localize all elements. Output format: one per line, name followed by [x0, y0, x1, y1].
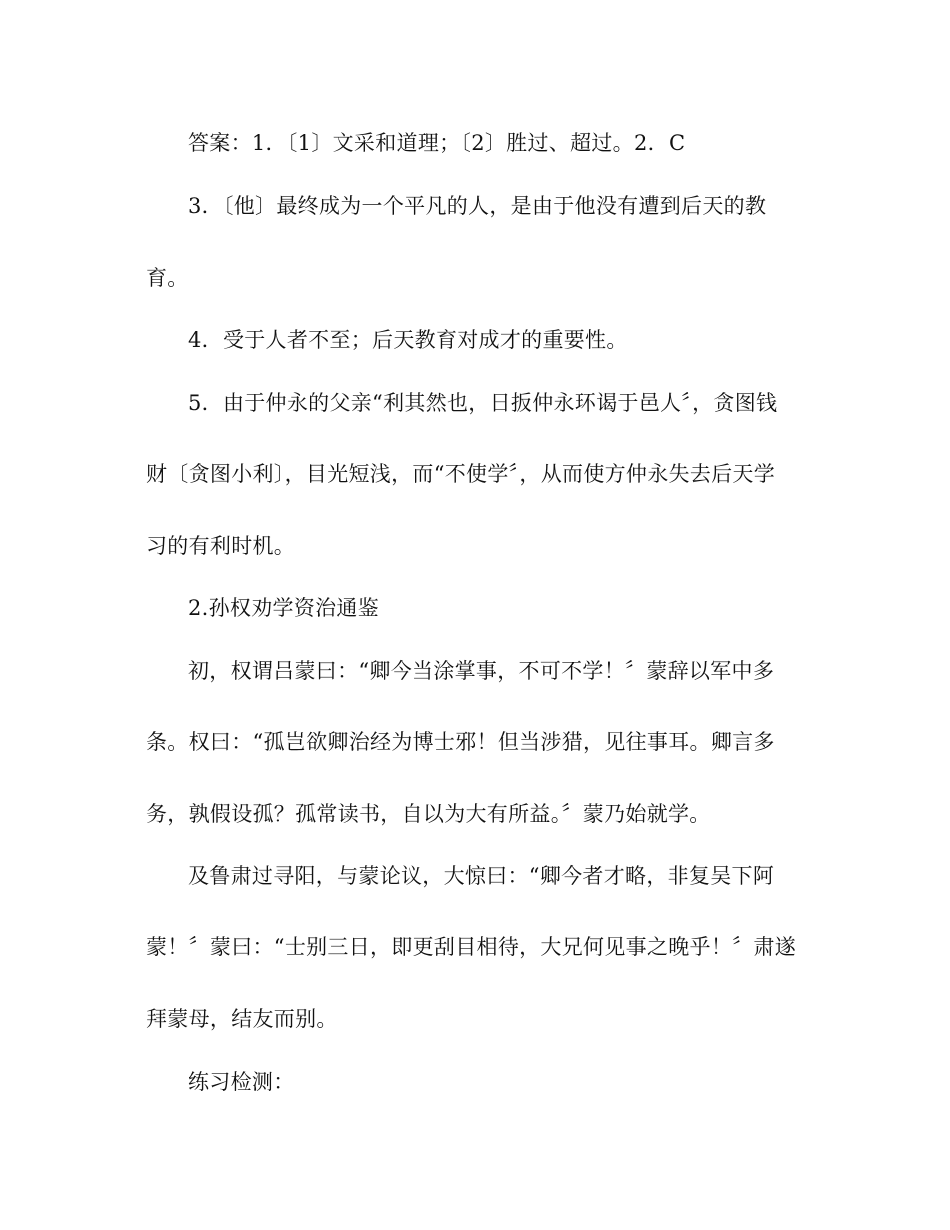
passage-line-3: 务，孰假设孤？孤常读书，自以为大有所益。〞蒙乃始就学。 [146, 802, 711, 826]
passage-line-6: 拜蒙母，结友而别。 [146, 1007, 338, 1031]
passage-line-1: 初，权谓吕蒙曰：“卿今当涂掌事，不可不学！〞蒙辞以军中多 [188, 659, 775, 683]
passage-line-2: 条。权曰：“孤岂欲卿治经为博士邪！但当涉猎，见往事耳。卿言多 [146, 730, 775, 754]
answer-line-1: 答案：1．〔1〕文采和道理；〔2〕胜过、超过。2．C [188, 131, 686, 155]
exercise-heading: 练习检测： [188, 1070, 295, 1094]
passage-line-5: 蒙！〞蒙曰：“士别三日，即更刮目相待，大兄何见事之晚乎！〞肃遂 [146, 935, 797, 959]
answer-line-4: 4．受于人者不至；后天教育对成才的重要性。 [188, 328, 628, 352]
section-heading: 2.孙权劝学资治通鉴 [188, 596, 380, 620]
answer-line-5a: 5．由于仲永的父亲“利其然也，日扳仲永环谒于邑人〞，贪图钱 [188, 391, 778, 415]
answer-line-3a: 3．〔他〕最终成为一个平凡的人，是由于他没有遭到后天的教 [188, 194, 767, 218]
passage-line-4: 及鲁肃过寻阳，与蒙论议，大惊曰：“卿今者才略，非复吴下阿 [188, 864, 775, 888]
answer-line-5b: 财〔贪图小利〕，目光短浅，而“不使学〞，从而使方仲永失去后天学 [146, 462, 776, 486]
answer-line-3b: 育。 [146, 266, 189, 290]
answer-line-5c: 习的有利时机。 [146, 534, 296, 558]
